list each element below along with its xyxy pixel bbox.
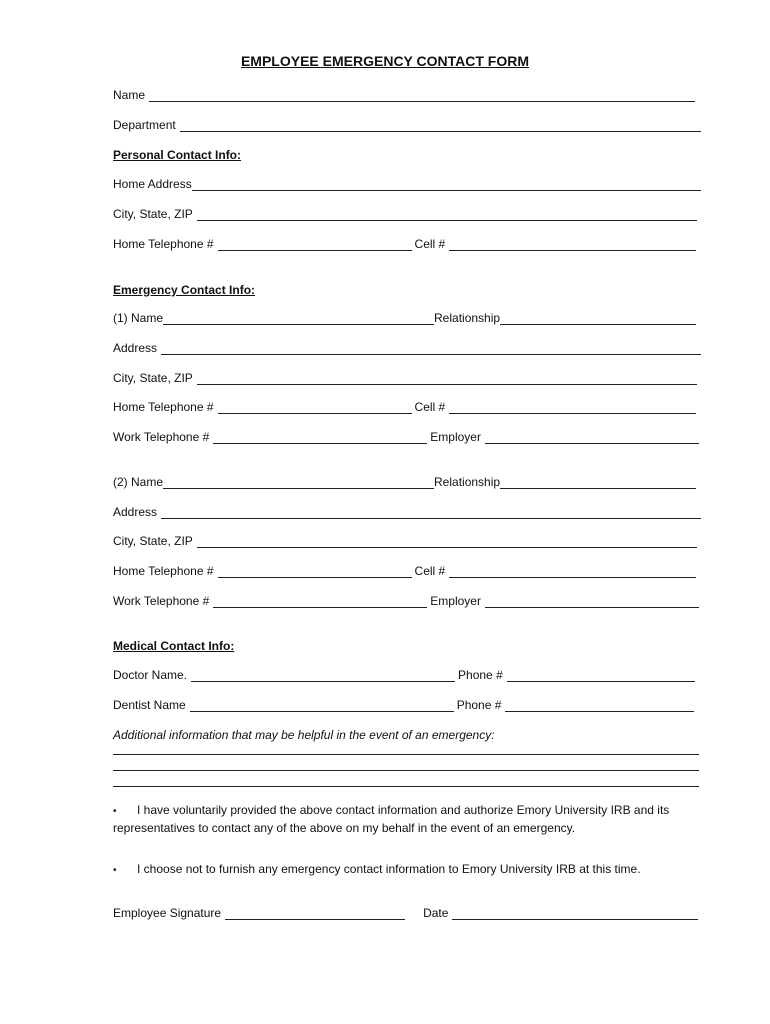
form-title: EMPLOYEE EMERGENCY CONTACT FORM (240, 53, 530, 69)
contact-1-employer-label: Employer (430, 430, 481, 444)
contact-1-address-row (113, 339, 701, 355)
doctor-phone-label: Phone # (458, 668, 503, 682)
contact-2-work-telephone-field[interactable] (213, 595, 427, 608)
name-field[interactable] (149, 89, 695, 102)
dentist-label: Dentist Name (113, 698, 186, 712)
home-telephone-label: Home Telephone # (113, 237, 214, 251)
contact-2-home-telephone-field[interactable] (218, 565, 412, 578)
additional-info-line-3[interactable] (113, 786, 699, 787)
home-address-label: Home Address (113, 177, 192, 191)
bullet-icon: • (113, 865, 117, 876)
contact-1-employer-field[interactable] (485, 431, 699, 444)
home-address-row (113, 175, 701, 191)
department-label: Department (113, 118, 176, 132)
bullet-icon: • (113, 806, 117, 817)
contact-1-work-telephone-field[interactable] (213, 431, 427, 444)
contact-2-name-label: (2) Name (113, 475, 164, 489)
contact-1-cell-field[interactable] (449, 401, 696, 414)
contact-2-work-row (113, 592, 701, 608)
personal-city-row (113, 205, 701, 221)
contact-2-name-row (113, 473, 701, 489)
home-address-field[interactable] (192, 178, 701, 191)
contact-1-address-field[interactable] (161, 342, 701, 355)
additional-info-label: Additional information that may be helpful in the event of an emergency: (113, 728, 495, 742)
employee-signature-field[interactable] (225, 907, 405, 920)
contact-1-relationship-label: Relationship (434, 311, 501, 325)
contact-2-work-telephone-label: Work Telephone # (113, 594, 210, 608)
consent-decline-text: I choose not to furnish any emergency contact information to Emory University IRB at this time. (137, 862, 641, 876)
contact-2-city-label: City, State, ZIP (113, 534, 193, 548)
contact-1-city-row (113, 369, 701, 385)
contact-1-city-field[interactable] (197, 372, 697, 385)
consent-authorize-option[interactable] (113, 802, 703, 836)
emergency-heading: Emergency Contact Info: (113, 283, 256, 297)
dentist-row (113, 696, 701, 712)
personal-heading: Personal Contact Info: (113, 148, 242, 162)
dentist-phone-label: Phone # (456, 698, 502, 712)
contact-2-relationship-field[interactable] (500, 476, 696, 489)
contact-1-work-row (113, 428, 701, 444)
doctor-label: Doctor Name. (113, 668, 188, 682)
contact-1-name-label: (1) Name (113, 311, 164, 325)
contact-2-cell-field[interactable] (449, 565, 696, 578)
contact-2-cell-label: Cell # (414, 564, 446, 578)
department-row (113, 116, 701, 132)
department-field[interactable] (180, 119, 701, 132)
contact-2-address-field[interactable] (161, 506, 701, 519)
contact-2-city-row (113, 532, 701, 548)
signature-row (113, 904, 701, 920)
dentist-phone-field[interactable] (505, 699, 694, 712)
contact-1-name-field[interactable] (163, 312, 434, 325)
doctor-phone-field[interactable] (507, 669, 695, 682)
city-state-zip-field[interactable] (197, 208, 697, 221)
contact-2-address-label: Address (113, 505, 158, 519)
contact-2-employer-field[interactable] (485, 595, 699, 608)
contact-1-work-telephone-label: Work Telephone # (113, 430, 210, 444)
contact-1-relationship-field[interactable] (500, 312, 696, 325)
cell-label: Cell # (414, 237, 446, 251)
contact-1-phone-row (113, 398, 701, 414)
doctor-field[interactable] (191, 669, 455, 682)
cell-field[interactable] (449, 238, 696, 251)
contact-1-cell-label: Cell # (414, 400, 446, 414)
contact-1-address-label: Address (113, 341, 158, 355)
contact-2-employer-label: Employer (430, 594, 481, 608)
contact-2-phone-row (113, 562, 701, 578)
contact-2-relationship-label: Relationship (434, 475, 501, 489)
date-label: Date (423, 906, 449, 920)
contact-1-name-row (113, 309, 701, 325)
name-label: Name (113, 88, 146, 102)
contact-1-city-label: City, State, ZIP (113, 371, 193, 385)
employee-signature-label: Employee Signature (113, 906, 222, 920)
additional-info-line-1[interactable] (113, 754, 699, 755)
contact-1-home-telephone-field[interactable] (218, 401, 412, 414)
doctor-row (113, 666, 701, 682)
contact-2-name-field[interactable] (163, 476, 434, 489)
consent-decline-option[interactable] (113, 861, 703, 879)
personal-phone-row (113, 235, 701, 251)
dentist-field[interactable] (190, 699, 454, 712)
date-field[interactable] (452, 907, 698, 920)
contact-2-home-telephone-label: Home Telephone # (113, 564, 214, 578)
consent-authorize-text: I have voluntarily provided the above contact information and authorize Emory University IRB and its representatives to contact any of the above on my behalf in the event of an emergency. (113, 803, 670, 835)
city-state-zip-label: City, State, ZIP (113, 207, 193, 221)
home-telephone-field[interactable] (218, 238, 412, 251)
contact-1-home-telephone-label: Home Telephone # (113, 400, 214, 414)
contact-2-city-field[interactable] (197, 535, 697, 548)
additional-info-line-2[interactable] (113, 770, 699, 771)
name-row (113, 86, 701, 102)
contact-2-address-row (113, 503, 701, 519)
medical-heading: Medical Contact Info: (113, 639, 235, 653)
